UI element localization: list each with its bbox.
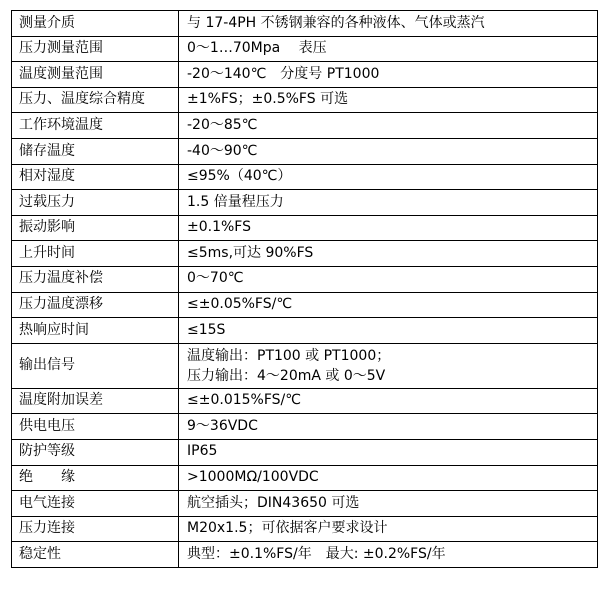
row-value-electrical-connection	[179, 491, 598, 517]
value-line: -40～90℃	[187, 142, 258, 159]
value-line: ≤±0.05%FS/℃	[187, 296, 293, 313]
value-line: 与 17-4PH 不锈钢兼容的各种液体、气体或蒸汽	[187, 14, 485, 31]
row-label-supply-voltage: 供电电压	[12, 414, 179, 440]
table-row	[12, 318, 598, 344]
table-row	[12, 516, 598, 542]
row-value-rise-time	[179, 241, 598, 267]
row-value-humidity	[179, 164, 598, 190]
value-line-temperature-output: 温度输出：PT100 或 PT1000；	[187, 347, 391, 364]
table-row	[12, 36, 598, 62]
value-line: IP65	[187, 443, 218, 460]
value-line: 0～1…70Mpa 表压	[187, 40, 327, 57]
row-label-temperature-range: 温度测量范围	[12, 62, 179, 88]
value-line: -20～85℃	[187, 116, 258, 133]
row-value-medium	[179, 11, 598, 37]
value-line: ±1%FS；±0.5%FS 可选	[187, 91, 349, 108]
value-line: ±0.1%FS	[187, 219, 251, 236]
row-value-accuracy	[179, 87, 598, 113]
table-row	[12, 343, 598, 388]
value-line: M20x1.5；可依据客户要求设计	[187, 520, 388, 537]
value-line: ≤5ms,可达 90%FS	[187, 244, 314, 261]
row-label-pressure-connection: 压力连接	[12, 516, 179, 542]
table-row	[12, 87, 598, 113]
row-label-insulation: 绝 缘	[12, 465, 179, 491]
row-label-protection: 防护等级	[12, 439, 179, 465]
table-row	[12, 388, 598, 414]
table-row	[12, 542, 598, 568]
row-value-operating-temp	[179, 113, 598, 139]
value-line: -20～140℃ 分度号 PT1000	[187, 65, 380, 82]
row-label-vibration: 振动影响	[12, 215, 179, 241]
table-row	[12, 292, 598, 318]
value-line: 航空插头；DIN43650 可选	[187, 494, 360, 511]
row-value-pressure-connection	[179, 516, 598, 542]
table-row	[12, 439, 598, 465]
row-label-pressure-range: 压力测量范围	[12, 36, 179, 62]
row-label-accuracy: 压力、温度综合精度	[12, 87, 179, 113]
table-row	[12, 138, 598, 164]
row-value-insulation	[179, 465, 598, 491]
table-row	[12, 190, 598, 216]
table-row	[12, 241, 598, 267]
table-row	[12, 164, 598, 190]
row-label-rise-time: 上升时间	[12, 241, 179, 267]
value-line-pressure-output: 压力输出：4～20mA 或 0～5V	[187, 367, 386, 384]
row-label-compensation: 压力温度补偿	[12, 266, 179, 292]
row-label-overload: 过载压力	[12, 190, 179, 216]
value-line: ≤95%（40℃）	[187, 168, 292, 185]
value-line: 0～70℃	[187, 270, 244, 287]
row-label-output-signal: 输出信号	[12, 343, 179, 388]
table-row	[12, 113, 598, 139]
value-line: 9～36VDC	[187, 417, 258, 434]
table-row	[12, 62, 598, 88]
table-row	[12, 414, 598, 440]
value-line: 1.5 倍量程压力	[187, 193, 284, 210]
value-line: ≤±0.015%FS/℃	[187, 392, 301, 409]
row-label-humidity: 相对湿度	[12, 164, 179, 190]
row-value-thermal-response	[179, 318, 598, 344]
row-value-temperature-range	[179, 62, 598, 88]
row-label-stability: 稳定性	[12, 542, 179, 568]
row-label-temp-error: 温度附加误差	[12, 388, 179, 414]
row-label-medium: 测量介质	[12, 11, 179, 37]
row-value-drift	[179, 292, 598, 318]
row-value-storage-temp	[179, 138, 598, 164]
row-label-drift: 压力温度漂移	[12, 292, 179, 318]
specification-table	[11, 10, 598, 568]
spec-table-body	[12, 11, 598, 568]
value-line: 典型：±0.1%FS/年 最大: ±0.2%FS/年	[187, 545, 446, 562]
row-value-protection	[179, 439, 598, 465]
table-row	[12, 215, 598, 241]
row-value-stability	[179, 542, 598, 568]
row-value-overload	[179, 190, 598, 216]
row-label-thermal-response: 热响应时间	[12, 318, 179, 344]
row-value-vibration	[179, 215, 598, 241]
row-value-pressure-range	[179, 36, 598, 62]
row-value-temp-error	[179, 388, 598, 414]
row-label-operating-temp: 工作环境温度	[12, 113, 179, 139]
table-row	[12, 266, 598, 292]
row-value-output-signal	[179, 343, 598, 388]
row-label-storage-temp: 储存温度	[12, 138, 179, 164]
row-label-electrical-connection: 电气连接	[12, 491, 179, 517]
table-row	[12, 491, 598, 517]
value-line: ≤15S	[187, 321, 226, 338]
row-value-supply-voltage	[179, 414, 598, 440]
row-value-compensation	[179, 266, 598, 292]
table-row	[12, 11, 598, 37]
value-line: >1000MΩ/100VDC	[187, 469, 319, 486]
table-row	[12, 465, 598, 491]
